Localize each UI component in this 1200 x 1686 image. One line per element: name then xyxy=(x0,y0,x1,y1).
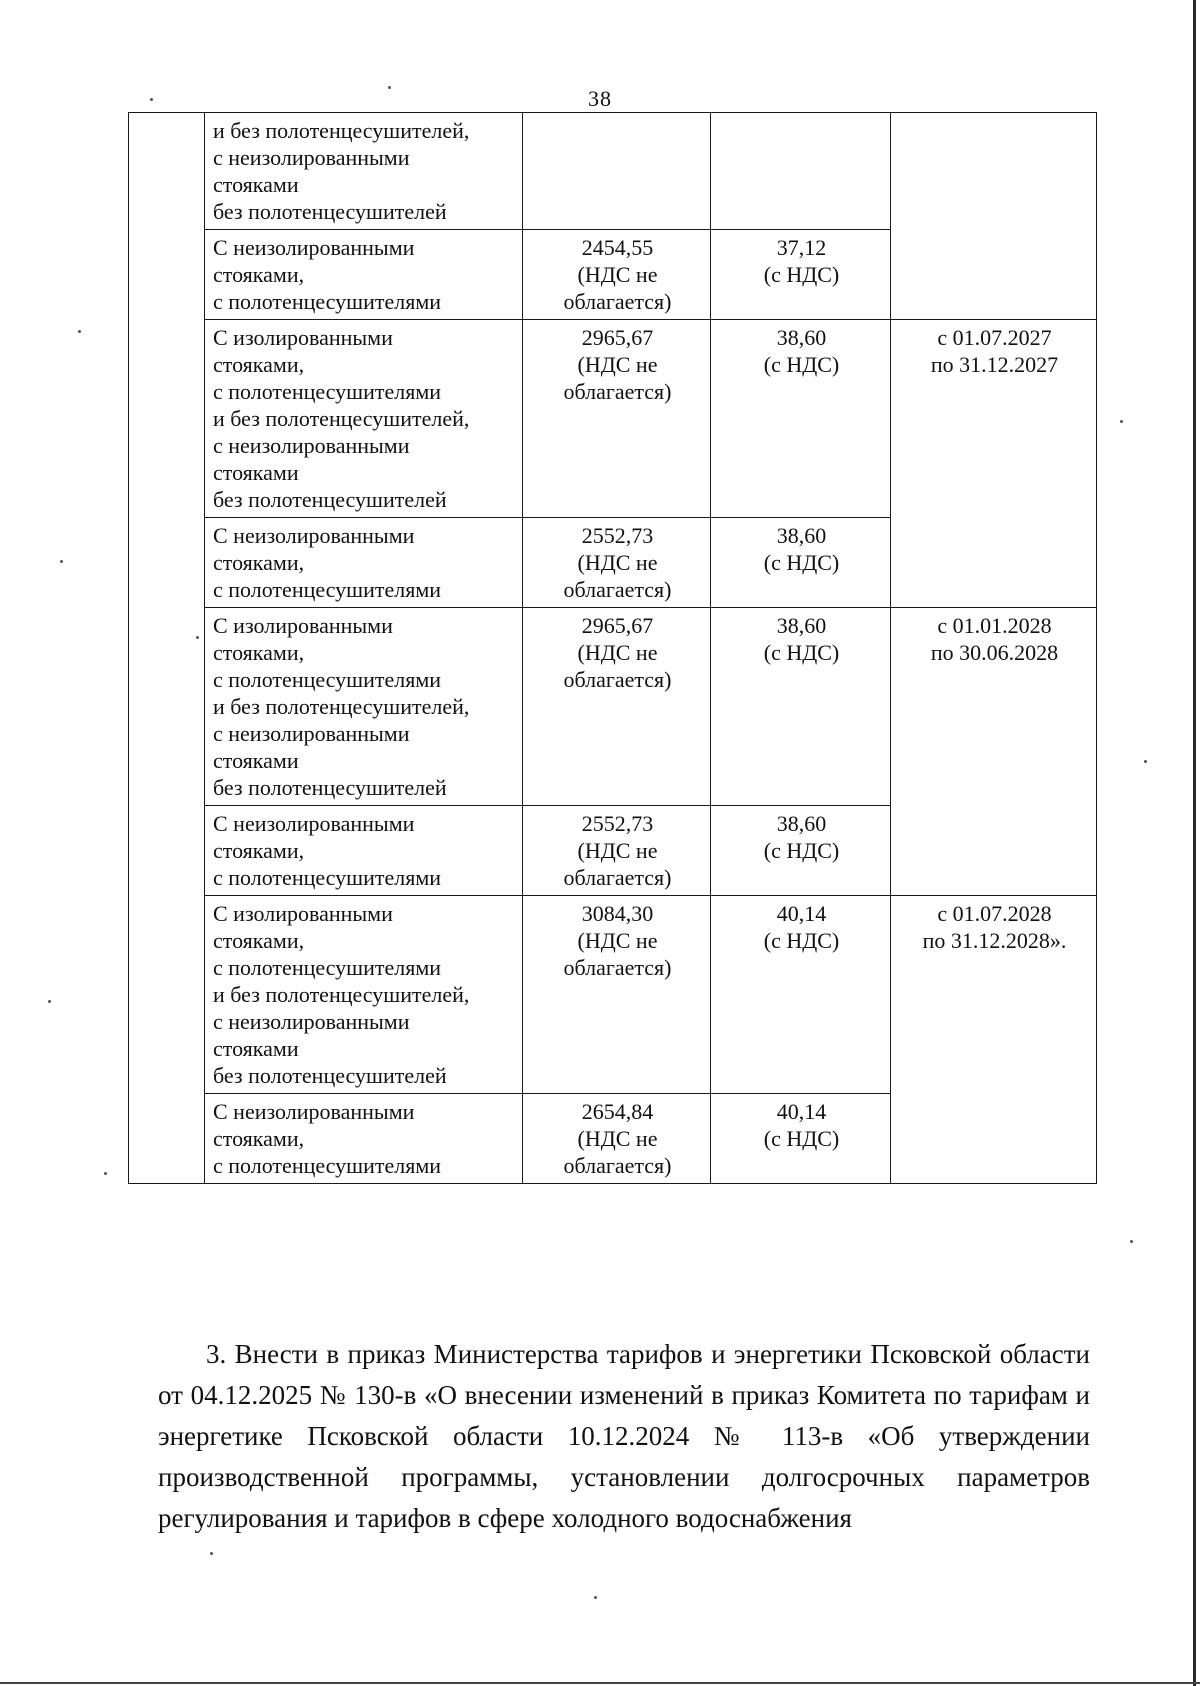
tariff-value-cell: 40,14 (с НДС) xyxy=(711,1094,891,1184)
scan-speck xyxy=(1130,1240,1133,1243)
scan-speck xyxy=(48,1000,51,1003)
description-cell: С неизолированными стояками, с полотенцесушителями xyxy=(205,518,523,608)
tariff-value-cell xyxy=(711,113,891,230)
tariff-value-cell xyxy=(523,113,711,230)
description-cell: С неизолированными стояками, с полотенцесушителями xyxy=(205,1094,523,1184)
scan-speck xyxy=(388,86,391,89)
tariff-value-cell: 38,60 (с НДС) xyxy=(711,320,891,518)
scan-edge-bottom xyxy=(0,1682,1200,1684)
period-cell: с 01.07.2027 по 31.12.2027 xyxy=(891,320,1097,608)
tariff-value-cell: 2552,73 (НДС не облагается) xyxy=(523,806,711,896)
table-row xyxy=(129,896,1097,1094)
scan-speck xyxy=(150,98,153,101)
tariff-value-cell: 2552,73 (НДС не облагается) xyxy=(523,518,711,608)
scan-edge-right xyxy=(1193,0,1196,1686)
scan-speck xyxy=(196,636,199,639)
tariff-table-body xyxy=(129,113,1097,1184)
tariff-value-cell: 37,12 (с НДС) xyxy=(711,230,891,320)
period-cell: с 01.01.2028 по 30.06.2028 xyxy=(891,608,1097,896)
description-cell: С изолированными стояками, с полотенцесушителями и без полотенцесушителей, с неизолированными стояками без полотенцесушителей xyxy=(205,608,523,806)
tariff-value-cell: 3084,30 (НДС не облагается) xyxy=(523,896,711,1094)
scan-speck xyxy=(60,560,63,563)
scan-speck xyxy=(1144,760,1147,763)
tariff-value-cell: 2654,84 (НДС не облагается) xyxy=(523,1094,711,1184)
tariff-table xyxy=(128,112,1097,1184)
table-row xyxy=(129,320,1097,518)
scan-speck xyxy=(594,1596,597,1599)
page-number: 38 xyxy=(588,86,612,111)
tariff-value-cell: 38,60 (с НДС) xyxy=(711,518,891,608)
description-cell: С неизолированными стояками, с полотенцесушителями xyxy=(205,230,523,320)
row-number-cell xyxy=(129,113,205,1184)
period-cell: с 01.07.2028 по 31.12.2028». xyxy=(891,896,1097,1184)
period-cell xyxy=(891,113,1097,320)
tariff-value-cell: 2454,55 (НДС не облагается) xyxy=(523,230,711,320)
table-row xyxy=(129,608,1097,806)
tariff-value-cell: 2965,67 (НДС не облагается) xyxy=(523,608,711,806)
table-row xyxy=(129,113,1097,230)
tariff-value-cell: 2965,67 (НДС не облагается) xyxy=(523,320,711,518)
scan-speck xyxy=(78,330,81,333)
description-cell: С изолированными стояками, с полотенцесушителями и без полотенцесушителей, с неизолированными стояками без полотенцесушителей xyxy=(205,320,523,518)
description-cell: С неизолированными стояками, с полотенцесушителями xyxy=(205,806,523,896)
description-cell: и без полотенцесушителей, с неизолированными стояками без полотенцесушителей xyxy=(205,113,523,230)
body-paragraph: 3. Внести в приказ Министерства тарифов и энергетики Псковской области от 04.12.2025 № 130-в «О внесении изменений в приказ Комитета по тарифам и энергетике Псковской области 10.12.2024 № 113-в «Об утверждении производственной программы, установлении долгосрочных параметров регулирования и тарифов в сфере холодного водоснабжения xyxy=(158,1339,1090,1533)
scan-speck xyxy=(210,1552,213,1555)
tariff-value-cell: 38,60 (с НДС) xyxy=(711,608,891,806)
tariff-value-cell: 40,14 (с НДС) xyxy=(711,896,891,1094)
scan-speck xyxy=(104,1172,107,1175)
tariff-value-cell: 38,60 (с НДС) xyxy=(711,806,891,896)
scan-speck xyxy=(1120,420,1123,423)
description-cell: С изолированными стояками, с полотенцесушителями и без полотенцесушителей, с неизолированными стояками без полотенцесушителей xyxy=(205,896,523,1094)
